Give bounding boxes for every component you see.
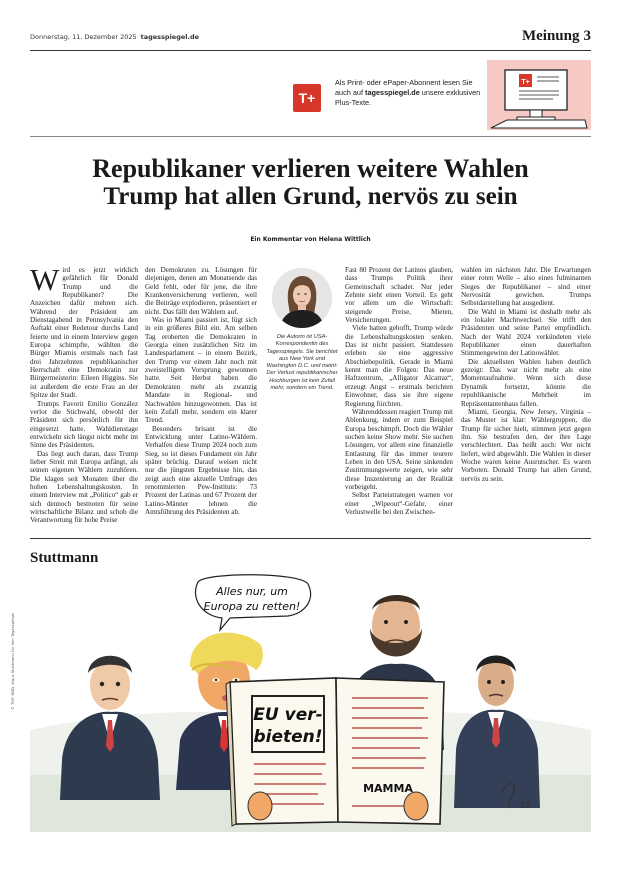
article-headline: Republikaner verlieren weitere Wahlen bbox=[92, 154, 529, 183]
speech-line-1: Alles nur, um bbox=[216, 585, 288, 598]
paragraph: Das liegt auch daran, dass Trump lieber Streit mit Europa anfängt, als seinen eigenen Wählern zuzuhören. Die klagen seit Monaten über die hohen Lebenshaltungskosten. In einem Interview mit „Politico“ gab er sich dennoch bestnoten für seine wirtschaftliche Bilanz und schob die Verantwortung für hohe Preise bbox=[30, 449, 138, 525]
article-column-2 bbox=[145, 266, 257, 516]
drop-cap: W bbox=[30, 262, 60, 297]
author-box bbox=[264, 268, 340, 392]
plus-promo-box[interactable] bbox=[285, 58, 591, 130]
paragraph: Miami, Georgia, New Jersey, Virginia – das Muster ist klar: Wählergruppen, die Trump für sicher hielt, stimmen jetzt gegen ihn. Sie bestrafen den, der ihre Lage verschlechtert. Das heißt auch: Wer nicht liefert, wird abgewählt. Die Wahlen in dieser Woche waren keine Ausrutscher. Es waren Vorboten. Donald Trump hat allen Grund, nervös zu sein. bbox=[461, 407, 591, 483]
paragraph: Besonders brisant ist die Entwicklung unter Latino-Wählern. Verhalfen diese Trump 2024 noch zum Sieg, so ist dieses Fundament ein Jahr später brüchig. Darauf weisen nicht nur die jüngsten Ergebnisse hin, das zeigt auch eine aktuelle Umfrage des renommierten Pew-Instituts: 73 Prozent der Latinas und 67 Prozent der Latino-Männer lehnen die Amtsführung des Präsidenten ab. bbox=[145, 424, 257, 516]
author-portrait bbox=[272, 268, 332, 328]
promo-site-link[interactable]: tagesspiegel.de bbox=[365, 88, 420, 97]
paragraph bbox=[30, 262, 138, 400]
promo-text bbox=[335, 78, 485, 108]
site-name[interactable]: tagesspiegel.de bbox=[140, 33, 200, 41]
promo-text-before: Als Print- oder ePaper-Abonnent lesen Sie auch auf bbox=[335, 78, 473, 97]
paragraph-text: ird es jetzt wirklich gefährlich für Donald Trump und die Republikaner? Die Anzeichen dafür mehren sich. Während der Präsident am Dienstagabend in Pennsylvania den Auftakt einer Redetour durchs Land feierte und in einem Interview gegen Europa schimpfte, wählten die Bürger Miamis erstmals nach fast drei Jahrzehnten republikanischer Herrschaft eine Demokratin zur Bürgermeisterin: Eileen Higgins. Sie ist außerdem die erste Frau an der Spitze der Stadt. bbox=[30, 266, 138, 400]
promo-text-after: unsere exklusiven Plus-Texte. bbox=[335, 88, 481, 107]
page-number: 3 bbox=[583, 28, 591, 44]
speech-line-2: Europa zu retten! bbox=[203, 600, 301, 613]
book-line-1: EU ver- bbox=[253, 705, 323, 725]
article-byline: Ein Kommentar von Helena Wittlich bbox=[250, 236, 371, 243]
paragraph: Trumps Favorit Emilio González verlor die Stichwahl, obwohl der Präsident sich persönlich für ihn eingesetzt hatte. Wahldienstage entwickeln sich längst nicht mehr im Sinne des Präsidenten. bbox=[30, 399, 138, 450]
tplus-badge-icon: T+ bbox=[293, 84, 321, 112]
cartoon-title: Stuttmann bbox=[30, 550, 99, 566]
political-cartoon bbox=[30, 570, 591, 832]
paragraph: Die Wahl in Miami ist deshalb mehr als ein lokaler Machtwechsel. Sie trifft den Präsidenten und seine Partei empfindlich. Nach der Wahl 2024 verkündeten viele Republikaner einen dauerhaften Stimmengewinn der Latinowähler. bbox=[461, 307, 591, 358]
open-book-prop bbox=[226, 678, 444, 826]
paragraph: Viele hatten gehofft, Trump würde die Lebenshaltungskosten senken. Das ist nicht passiert. Stattdessen erleben sie eine aggressive Abschiebepolitik. Gerade in Miami kennt man die Folgen: Das neue Haftzentrum, „Alligator Alcatraz“, erzeugt Angst – erstmals berichten Einwohner, dass sie ihre eigene Regierung fürchten. bbox=[345, 324, 453, 408]
book-line-2: bieten! bbox=[253, 727, 323, 747]
paragraph: Währenddessen reagiert Trump mit Ablenkung, indem er zum Beispiel Europa beschimpft. Doch die Wähler suchen keine Show mehr. Sie suchen Lösungen, vor allem eine finanzielle Entlastung für das immer teurere Leben in den USA. Seine sinkenden Zustimmungswerte zeigen, wie sehr diese Inszenierung an der Realität vorbeigeht. bbox=[345, 407, 453, 491]
paragraph: wahlen im nächsten Jahr. Die Erwartungen einer roten Welle – also eines fulminanten Sieges der Republikaner – sind einer Nervosität gewichen. Trumps Selbstdarstellung hat ausgedient. bbox=[461, 266, 591, 308]
page-header bbox=[30, 28, 591, 48]
paragraph: den Demokraten zu. Lösungen für diejenigen, denen am Monatsende das Geld fehlt, oder für jene, die ihre Krankenversicherung verlieren, weil die Beiträge explodieren, präsentiert er nicht. Das fällt den Wählern auf. bbox=[145, 266, 257, 316]
cartoon-credit: © TSP/ RND, Klaus Stuttmann für den Tagesspiegel bbox=[10, 612, 15, 710]
paragraph: Was in Miami passiert ist, fügt sich in ein größeres Bild ein. Am selben Tag eroberten die Demokraten in Georgia einen zusätzlichen Sitz im Landesparlament – in einem Bezirk, den Trump vor einem Jahr noch mit zweistelligem Vorsprung gewonnen hatte. Seit Herbst haben die Demokraten mehr als zwanzig Mandate in Regional- und Nachwahlen hinzugewonnen. Das ist kein Zufall mehr, sondern ein klarer Trend. bbox=[145, 316, 257, 425]
paragraph: Fast 80 Prozent der Latinos glauben, dass Trumps Politik ihrer Gemeinschaft schadet. Nur jeder Zehnte sieht einen Vorteil. Es geht vor allem um die Wirtschaft: steigende Preise, Mieten, Versicherungen. bbox=[345, 266, 453, 325]
book-scribble: MAMMA bbox=[363, 782, 413, 795]
computer-illustration-icon bbox=[487, 60, 591, 130]
author-caption: Die Autorin ist USA-Korrespondentin des Tagesspiegels. Sie berichtet aus New York und Washington D.C. und meint: Der Verlust republikanischer Hochburgen ist kein Zufall mehr, sondern ein Trend. bbox=[266, 334, 338, 392]
cartoon-divider bbox=[30, 538, 591, 539]
article-column-4 bbox=[345, 266, 453, 516]
article-subheadline: Trump hat allen Grund, nervös zu sein bbox=[103, 183, 518, 210]
section-divider bbox=[30, 136, 591, 137]
paragraph: Selbst Parteistrategen warnen vor einer „Wipeout“-Gefahr, einer Verlustwelle bei den Zwischen- bbox=[345, 491, 453, 516]
paragraph: Die aktuellsten Wahlen haben deutlich gezeigt: Das war nicht mehr als eine Momentaufnahme. Wenn sich diese Dynamik fortsetzt, könnte die republikanische Mehrheit im Repräsentantenhaus fallen. bbox=[461, 357, 591, 408]
date-text: Donnerstag, 11. Dezember 2025 bbox=[30, 33, 137, 41]
issue-date bbox=[30, 33, 199, 41]
signature-year: 25 bbox=[520, 801, 532, 811]
header-divider bbox=[30, 50, 591, 51]
section-label bbox=[522, 28, 591, 45]
author-portrait-image bbox=[272, 268, 332, 328]
article-column-5 bbox=[461, 266, 591, 483]
svg-text:T+: T+ bbox=[521, 79, 530, 86]
article-column-1 bbox=[30, 262, 138, 525]
section-name: Meinung bbox=[521, 28, 580, 44]
